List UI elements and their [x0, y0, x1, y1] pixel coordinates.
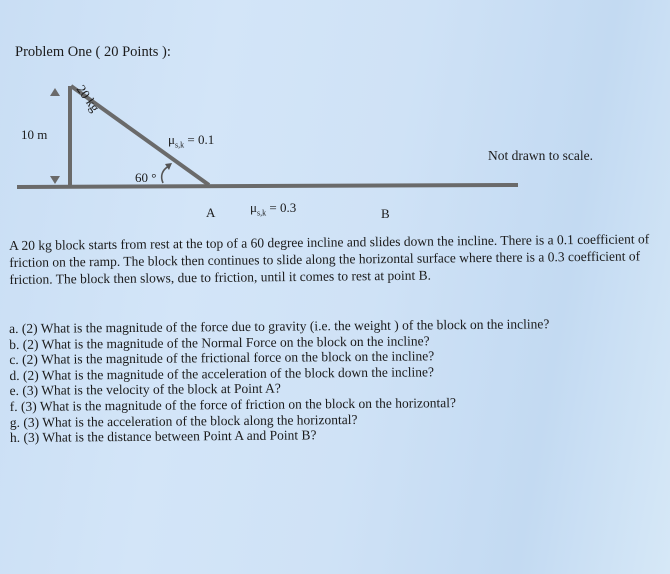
mu-value: = 0.1 — [187, 132, 215, 147]
question-item: a. (2) What is the magnitude of the force due to gravity (i.e. the weight ) of the block on the incline? — [9, 316, 550, 336]
incline-diagram — [0, 0, 670, 230]
height-arrow-down-icon — [50, 176, 60, 184]
question-item: f. (3) What is the magnitude of the force of friction on the block on the horizontal? — [9, 395, 457, 414]
mu-symbol: μ — [250, 200, 257, 215]
point-a-label: A — [206, 205, 216, 220]
point-b-label: B — [381, 206, 390, 221]
angle-label: 60 ° — [135, 170, 157, 185]
mu-subscript: s,k — [174, 140, 185, 150]
horizontal-friction-label — [250, 200, 296, 218]
height-arrow-up-icon — [50, 88, 60, 96]
mu-symbol: μ — [168, 132, 175, 147]
problem-description: A 20 kg block starts from rest at the top of a 60 degree incline and slides down the incline. There is a 0.1 coefficient of friction on the ramp. The block then continues to slide along the horizontal surface where there is a 0.3 coefficient of friction. The block then slows, due to friction, until it comes to rest at point B. — [9, 231, 650, 287]
mu-value: = 0.3 — [269, 200, 297, 215]
question-item: d. (2) What is the magnitude of the acceleration of the block down the incline? — [9, 364, 435, 383]
height-label: 10 m — [21, 127, 48, 142]
question-item: g. (3) What is the acceleration of the block along the horizontal? — [9, 411, 358, 430]
block-mass-label: 20 kg — [73, 82, 103, 115]
scale-note: Not drawn to scale. — [488, 148, 593, 163]
question-item: e. (3) What is the velocity of the block at Point A? — [9, 381, 281, 399]
question-item: b. (2) What is the magnitude of the Normal Force on the block on the incline? — [9, 332, 430, 352]
question-list — [9, 315, 660, 445]
ramp-friction-label — [168, 132, 214, 150]
question-item: h. (3) What is the distance between Point A and Point B? — [9, 427, 317, 446]
angle-arc-icon — [162, 166, 169, 183]
question-item: c. (2) What is the magnitude of the frictional force on the block on the incline? — [9, 348, 435, 368]
mu-subscript: s,k — [256, 208, 267, 218]
horizontal-surface — [17, 185, 518, 187]
problem-title: Problem One ( 20 Points ): — [15, 44, 171, 60]
